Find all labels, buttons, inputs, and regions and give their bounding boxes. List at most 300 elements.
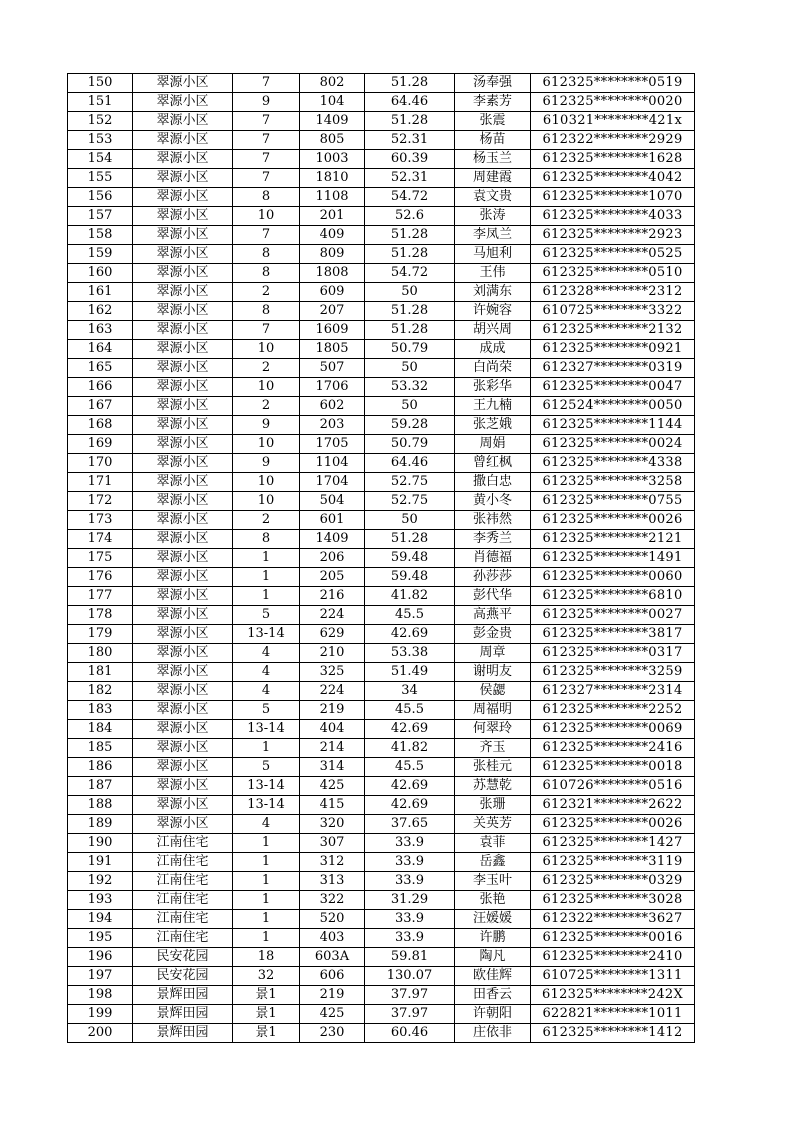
row-number-cell: 155 (68, 169, 133, 188)
id-number-cell: 610725********1311 (531, 967, 695, 986)
table-row (68, 93, 695, 112)
id-number-cell: 612327********0319 (531, 359, 695, 378)
area-cell: 64.46 (365, 454, 455, 473)
row-number-cell: 161 (68, 283, 133, 302)
id-number-cell: 612325********1144 (531, 416, 695, 435)
building-cell: 7 (233, 321, 300, 340)
id-number-cell: 612328********2312 (531, 283, 695, 302)
building-cell: 4 (233, 815, 300, 834)
room-cell: 322 (300, 891, 365, 910)
community-name-cell: 翠源小区 (133, 131, 233, 150)
id-number-cell: 612325********2132 (531, 321, 695, 340)
owner-name-cell: 张彩华 (455, 378, 531, 397)
community-name-cell: 翠源小区 (133, 321, 233, 340)
id-number-cell: 612325********0329 (531, 872, 695, 891)
row-number-cell: 184 (68, 720, 133, 739)
table-row (68, 606, 695, 625)
building-cell: 8 (233, 530, 300, 549)
community-name-cell: 翠源小区 (133, 530, 233, 549)
owner-name-cell: 袁文贵 (455, 188, 531, 207)
community-name-cell: 翠源小区 (133, 473, 233, 492)
owner-name-cell: 李素芳 (455, 93, 531, 112)
area-cell: 42.69 (365, 625, 455, 644)
table-row (68, 264, 695, 283)
id-number-cell: 612325********4042 (531, 169, 695, 188)
area-cell: 52.31 (365, 131, 455, 150)
row-number-cell: 191 (68, 853, 133, 872)
building-cell: 7 (233, 150, 300, 169)
owner-name-cell: 许朝阳 (455, 1005, 531, 1024)
room-cell: 104 (300, 93, 365, 112)
row-number-cell: 197 (68, 967, 133, 986)
community-name-cell: 翠源小区 (133, 739, 233, 758)
community-name-cell: 翠源小区 (133, 682, 233, 701)
building-cell: 1 (233, 834, 300, 853)
id-number-cell: 612325********2252 (531, 701, 695, 720)
table-row (68, 796, 695, 815)
community-name-cell: 江南住宅 (133, 834, 233, 853)
id-number-cell: 612524********0050 (531, 397, 695, 416)
area-cell: 51.28 (365, 245, 455, 264)
table-row (68, 1005, 695, 1024)
building-cell: 13-14 (233, 777, 300, 796)
building-cell: 1 (233, 929, 300, 948)
id-number-cell: 612325********3259 (531, 663, 695, 682)
row-number-cell: 176 (68, 568, 133, 587)
building-cell: 9 (233, 454, 300, 473)
community-name-cell: 翠源小区 (133, 625, 233, 644)
community-name-cell: 翠源小区 (133, 568, 233, 587)
id-number-cell: 612325********6810 (531, 587, 695, 606)
building-cell: 8 (233, 302, 300, 321)
area-cell: 37.97 (365, 986, 455, 1005)
table-row (68, 112, 695, 131)
row-number-cell: 177 (68, 587, 133, 606)
building-cell: 景1 (233, 1024, 300, 1043)
owner-name-cell: 周建霞 (455, 169, 531, 188)
id-number-cell: 612325********0510 (531, 264, 695, 283)
area-cell: 50 (365, 397, 455, 416)
room-cell: 203 (300, 416, 365, 435)
table-row (68, 625, 695, 644)
row-number-cell: 163 (68, 321, 133, 340)
building-cell: 1 (233, 910, 300, 929)
room-cell: 809 (300, 245, 365, 264)
community-name-cell: 翠源小区 (133, 207, 233, 226)
room-cell: 1706 (300, 378, 365, 397)
id-number-cell: 612325********2410 (531, 948, 695, 967)
room-cell: 507 (300, 359, 365, 378)
row-number-cell: 183 (68, 701, 133, 720)
id-number-cell: 612325********3119 (531, 853, 695, 872)
id-number-cell: 612325********0519 (531, 74, 695, 93)
row-number-cell: 193 (68, 891, 133, 910)
id-number-cell: 612325********0069 (531, 720, 695, 739)
room-cell: 629 (300, 625, 365, 644)
row-number-cell: 175 (68, 549, 133, 568)
building-cell: 5 (233, 701, 300, 720)
table-row (68, 853, 695, 872)
area-cell: 60.46 (365, 1024, 455, 1043)
owner-name-cell: 孙莎莎 (455, 568, 531, 587)
building-cell: 1 (233, 739, 300, 758)
owner-name-cell: 刘满东 (455, 283, 531, 302)
room-cell: 1409 (300, 530, 365, 549)
building-cell: 7 (233, 112, 300, 131)
id-number-cell: 612325********3817 (531, 625, 695, 644)
table-row (68, 986, 695, 1005)
row-number-cell: 180 (68, 644, 133, 663)
area-cell: 51.28 (365, 112, 455, 131)
row-number-cell: 152 (68, 112, 133, 131)
area-cell: 52.6 (365, 207, 455, 226)
table-row (68, 701, 695, 720)
table-row (68, 929, 695, 948)
room-cell: 609 (300, 283, 365, 302)
area-cell: 59.48 (365, 549, 455, 568)
building-cell: 13-14 (233, 720, 300, 739)
area-cell: 64.46 (365, 93, 455, 112)
room-cell: 1705 (300, 435, 365, 454)
community-name-cell: 江南住宅 (133, 929, 233, 948)
area-cell: 51.28 (365, 302, 455, 321)
table-row (68, 815, 695, 834)
id-number-cell: 612325********2923 (531, 226, 695, 245)
table-row (68, 511, 695, 530)
building-cell: 2 (233, 397, 300, 416)
community-name-cell: 江南住宅 (133, 853, 233, 872)
room-cell: 219 (300, 986, 365, 1005)
community-name-cell: 翠源小区 (133, 188, 233, 207)
table-row (68, 682, 695, 701)
building-cell: 10 (233, 340, 300, 359)
room-cell: 415 (300, 796, 365, 815)
row-number-cell: 185 (68, 739, 133, 758)
table-row (68, 587, 695, 606)
area-cell: 59.28 (365, 416, 455, 435)
room-cell: 320 (300, 815, 365, 834)
table-row (68, 150, 695, 169)
id-number-cell: 612325********4033 (531, 207, 695, 226)
community-name-cell: 翠源小区 (133, 150, 233, 169)
id-number-cell: 612325********242X (531, 986, 695, 1005)
row-number-cell: 189 (68, 815, 133, 834)
area-cell: 33.9 (365, 910, 455, 929)
area-cell: 52.75 (365, 473, 455, 492)
community-name-cell: 翠源小区 (133, 416, 233, 435)
owner-name-cell: 许婉容 (455, 302, 531, 321)
id-number-cell: 612325********0317 (531, 644, 695, 663)
room-cell: 425 (300, 1005, 365, 1024)
building-cell: 1 (233, 587, 300, 606)
room-cell: 403 (300, 929, 365, 948)
community-name-cell: 翠源小区 (133, 359, 233, 378)
owner-name-cell: 白尚荣 (455, 359, 531, 378)
table-row (68, 74, 695, 93)
table-row (68, 321, 695, 340)
area-cell: 51.28 (365, 530, 455, 549)
id-number-cell: 612325********0525 (531, 245, 695, 264)
room-cell: 520 (300, 910, 365, 929)
room-cell: 224 (300, 682, 365, 701)
row-number-cell: 195 (68, 929, 133, 948)
table-row (68, 739, 695, 758)
row-number-cell: 188 (68, 796, 133, 815)
row-number-cell: 154 (68, 150, 133, 169)
building-cell: 10 (233, 473, 300, 492)
row-number-cell: 171 (68, 473, 133, 492)
room-cell: 206 (300, 549, 365, 568)
row-number-cell: 173 (68, 511, 133, 530)
owner-name-cell: 杨苗 (455, 131, 531, 150)
room-cell: 606 (300, 967, 365, 986)
owner-name-cell: 谢明友 (455, 663, 531, 682)
building-cell: 13-14 (233, 796, 300, 815)
area-cell: 41.82 (365, 587, 455, 606)
room-cell: 1003 (300, 150, 365, 169)
owner-name-cell: 许鹏 (455, 929, 531, 948)
table-row (68, 245, 695, 264)
id-number-cell: 612327********2314 (531, 682, 695, 701)
community-name-cell: 景辉田园 (133, 1024, 233, 1043)
room-cell: 602 (300, 397, 365, 416)
area-cell: 51.28 (365, 321, 455, 340)
building-cell: 2 (233, 511, 300, 530)
owner-name-cell: 齐玉 (455, 739, 531, 758)
community-name-cell: 翠源小区 (133, 226, 233, 245)
id-number-cell: 612325********0921 (531, 340, 695, 359)
table-row (68, 644, 695, 663)
area-cell: 51.49 (365, 663, 455, 682)
table-row (68, 777, 695, 796)
area-cell: 31.29 (365, 891, 455, 910)
building-cell: 8 (233, 188, 300, 207)
community-name-cell: 翠源小区 (133, 720, 233, 739)
owner-name-cell: 张珊 (455, 796, 531, 815)
area-cell: 54.72 (365, 264, 455, 283)
area-cell: 42.69 (365, 720, 455, 739)
table-row (68, 283, 695, 302)
table-row (68, 473, 695, 492)
table-row (68, 131, 695, 150)
id-number-cell: 612325********1491 (531, 549, 695, 568)
owner-name-cell: 张祎然 (455, 511, 531, 530)
building-cell: 景1 (233, 1005, 300, 1024)
owner-name-cell: 李秀兰 (455, 530, 531, 549)
room-cell: 307 (300, 834, 365, 853)
table-row (68, 188, 695, 207)
row-number-cell: 182 (68, 682, 133, 701)
row-number-cell: 157 (68, 207, 133, 226)
building-cell: 2 (233, 359, 300, 378)
community-name-cell: 翠源小区 (133, 663, 233, 682)
owner-name-cell: 李凤兰 (455, 226, 531, 245)
table-body (68, 74, 695, 1043)
community-name-cell: 翠源小区 (133, 112, 233, 131)
building-cell: 7 (233, 74, 300, 93)
id-number-cell: 612325********0020 (531, 93, 695, 112)
building-cell: 4 (233, 663, 300, 682)
room-cell: 205 (300, 568, 365, 587)
row-number-cell: 160 (68, 264, 133, 283)
data-table (67, 73, 695, 1043)
id-number-cell: 612325********0047 (531, 378, 695, 397)
owner-name-cell: 周章 (455, 644, 531, 663)
room-cell: 1409 (300, 112, 365, 131)
area-cell: 45.5 (365, 606, 455, 625)
table-row (68, 416, 695, 435)
row-number-cell: 199 (68, 1005, 133, 1024)
building-cell: 9 (233, 416, 300, 435)
table-row (68, 758, 695, 777)
row-number-cell: 150 (68, 74, 133, 93)
row-number-cell: 190 (68, 834, 133, 853)
building-cell: 8 (233, 264, 300, 283)
room-cell: 409 (300, 226, 365, 245)
owner-name-cell: 周娟 (455, 435, 531, 454)
room-cell: 404 (300, 720, 365, 739)
owner-name-cell: 曾红枫 (455, 454, 531, 473)
id-number-cell: 610321********421x (531, 112, 695, 131)
id-number-cell: 612321********2622 (531, 796, 695, 815)
row-number-cell: 181 (68, 663, 133, 682)
community-name-cell: 翠源小区 (133, 606, 233, 625)
id-number-cell: 612322********2929 (531, 131, 695, 150)
room-cell: 201 (300, 207, 365, 226)
building-cell: 10 (233, 207, 300, 226)
owner-name-cell: 肖德福 (455, 549, 531, 568)
owner-name-cell: 田香云 (455, 986, 531, 1005)
table-row (68, 454, 695, 473)
table-row (68, 378, 695, 397)
table-row (68, 1024, 695, 1043)
room-cell: 1808 (300, 264, 365, 283)
community-name-cell: 翠源小区 (133, 758, 233, 777)
row-number-cell: 162 (68, 302, 133, 321)
id-number-cell: 612325********2416 (531, 739, 695, 758)
row-number-cell: 153 (68, 131, 133, 150)
table-row (68, 435, 695, 454)
area-cell: 53.32 (365, 378, 455, 397)
room-cell: 1104 (300, 454, 365, 473)
building-cell: 8 (233, 245, 300, 264)
room-cell: 1810 (300, 169, 365, 188)
row-number-cell: 156 (68, 188, 133, 207)
area-cell: 33.9 (365, 872, 455, 891)
id-number-cell: 612322********3627 (531, 910, 695, 929)
room-cell: 207 (300, 302, 365, 321)
table-row (68, 340, 695, 359)
owner-name-cell: 王伟 (455, 264, 531, 283)
building-cell: 10 (233, 378, 300, 397)
building-cell: 1 (233, 568, 300, 587)
room-cell: 1108 (300, 188, 365, 207)
area-cell: 45.5 (365, 758, 455, 777)
area-cell: 53.38 (365, 644, 455, 663)
row-number-cell: 159 (68, 245, 133, 264)
owner-name-cell: 庄依非 (455, 1024, 531, 1043)
room-cell: 1805 (300, 340, 365, 359)
community-name-cell: 翠源小区 (133, 549, 233, 568)
community-name-cell: 翠源小区 (133, 492, 233, 511)
owner-name-cell: 岳鑫 (455, 853, 531, 872)
row-number-cell: 165 (68, 359, 133, 378)
building-cell: 4 (233, 682, 300, 701)
id-number-cell: 622821********1011 (531, 1005, 695, 1024)
owner-name-cell: 关英芳 (455, 815, 531, 834)
owner-name-cell: 张芝娥 (455, 416, 531, 435)
building-cell: 7 (233, 131, 300, 150)
building-cell: 1 (233, 549, 300, 568)
area-cell: 42.69 (365, 796, 455, 815)
table-row (68, 169, 695, 188)
community-name-cell: 翠源小区 (133, 169, 233, 188)
community-name-cell: 翠源小区 (133, 777, 233, 796)
id-number-cell: 612325********1070 (531, 188, 695, 207)
building-cell: 32 (233, 967, 300, 986)
id-number-cell: 612325********1412 (531, 1024, 695, 1043)
community-name-cell: 翠源小区 (133, 74, 233, 93)
community-name-cell: 翠源小区 (133, 644, 233, 663)
room-cell: 214 (300, 739, 365, 758)
community-name-cell: 江南住宅 (133, 910, 233, 929)
building-cell: 13-14 (233, 625, 300, 644)
room-cell: 230 (300, 1024, 365, 1043)
area-cell: 34 (365, 682, 455, 701)
table-row (68, 492, 695, 511)
owner-name-cell: 张涛 (455, 207, 531, 226)
area-cell: 51.28 (365, 226, 455, 245)
area-cell: 41.82 (365, 739, 455, 758)
building-cell: 10 (233, 492, 300, 511)
table-row (68, 910, 695, 929)
community-name-cell: 翠源小区 (133, 397, 233, 416)
owner-name-cell: 周福明 (455, 701, 531, 720)
room-cell: 313 (300, 872, 365, 891)
community-name-cell: 景辉田园 (133, 1005, 233, 1024)
community-name-cell: 翠源小区 (133, 511, 233, 530)
room-cell: 325 (300, 663, 365, 682)
id-number-cell: 612325********0060 (531, 568, 695, 587)
room-cell: 224 (300, 606, 365, 625)
room-cell: 601 (300, 511, 365, 530)
table-row (68, 359, 695, 378)
community-name-cell: 翠源小区 (133, 815, 233, 834)
building-cell: 9 (233, 93, 300, 112)
owner-name-cell: 张艳 (455, 891, 531, 910)
community-name-cell: 翠源小区 (133, 245, 233, 264)
building-cell: 7 (233, 226, 300, 245)
row-number-cell: 198 (68, 986, 133, 1005)
building-cell: 5 (233, 758, 300, 777)
row-number-cell: 169 (68, 435, 133, 454)
room-cell: 314 (300, 758, 365, 777)
community-name-cell: 翠源小区 (133, 264, 233, 283)
owner-name-cell: 何翠玲 (455, 720, 531, 739)
room-cell: 312 (300, 853, 365, 872)
community-name-cell: 翠源小区 (133, 378, 233, 397)
area-cell: 51.28 (365, 74, 455, 93)
community-name-cell: 民安花园 (133, 967, 233, 986)
owner-name-cell: 张震 (455, 112, 531, 131)
area-cell: 54.72 (365, 188, 455, 207)
owner-name-cell: 黄小冬 (455, 492, 531, 511)
row-number-cell: 166 (68, 378, 133, 397)
room-cell: 210 (300, 644, 365, 663)
room-cell: 425 (300, 777, 365, 796)
id-number-cell: 612325********3028 (531, 891, 695, 910)
area-cell: 50.79 (365, 340, 455, 359)
